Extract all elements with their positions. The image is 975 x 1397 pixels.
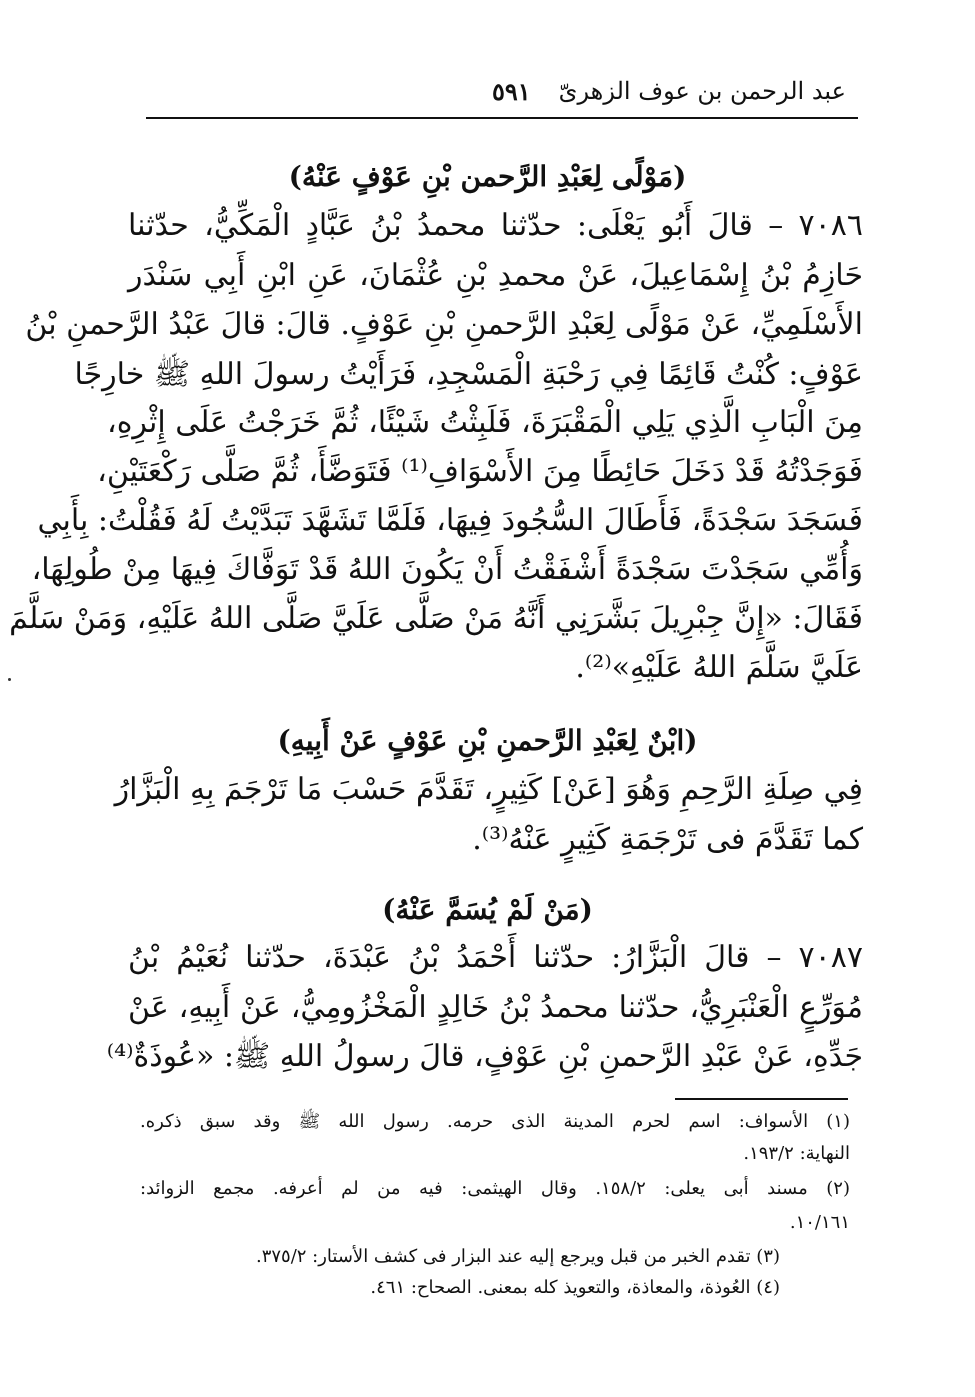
hadith-7086-line-5: مِنَ الْبَابِ الَّذِي يَلِي الْمَقْبَرَةَ، فَلَبِثْتُ شَيْئًا، ثُمَّ خَرَجْتُ عَلَى إِثْرِهِ، <box>107 405 863 440</box>
section-heading-unnamed: (مَنْ لَمْ يُسَمَّ عَنْهُ) <box>382 893 593 926</box>
margin-speck <box>8 678 11 681</box>
footnote-divider <box>675 1098 848 1100</box>
page-number: ٥٩١ <box>491 76 531 106</box>
hadith-7086-line-9: فَقَالَ: «إِنَّ جِبْرِيلَ بَشَّرَنِي أَنَّهُ مَنْ صَلَّى عَلَيَّ صَلَّى اللهُ عَلَيْهِ، وَمَنْ سَلَّمَ <box>9 601 863 636</box>
section-heading-mawla: (مَوْلًى لِعَبْدِ الرَّحمن بْنِ عَوْفٍ عَنْهُ) <box>288 160 687 193</box>
hadith-7087-line-1: ٧٠٨٧ – قالَ الْبَزَّارُ: حدّثنا أَحْمَدُ بْنُ عَبْدَةَ، حدّثنا نُعَيْمُ بْنُ <box>128 940 863 975</box>
hadith-7087-line-2: مُوَرِّعٍ الْعَنْبَرِيُّ، حدّثنا محمدُ بْنُ خَالِدٍ الْمَخْزُومِيُّ، عَنْ أَبِيهِ، عَنْ <box>128 990 863 1025</box>
hadith-7086-line-2: حَازِمُ بْنُ إِسْمَاعِيلَ، عَنْ محمدِ بْنِ عُثْمَانَ، عَنِ ابْنِ أَبِي سَنْدَر <box>128 258 863 293</box>
hadith-7086-line-3: الأَسْلَمِيِّ، عَنْ مَوْلًى لِعَبْدِ الرَّحمنِ بْنِ عَوْفٍ. قالَ: قالَ عَبْدُ الرَّحمنِ بْنُ <box>25 307 863 342</box>
footnote-2-cont: ١٠/١٦١. <box>789 1212 850 1233</box>
footnote-2: (٢) مسند أبى يعلى: ١٥٨/٢. وقال الهيثمى: فيه من لم أعرفه. مجمع الزوائد: <box>140 1178 850 1199</box>
footnote-4: (٤) العُوذة، والمعاذة، والتعويذ كله بمعنى. الصحاح: ٤٦١. <box>370 1277 780 1298</box>
hadith-7086-line-8: وَأُمِّي سَجَدْتَ سَجْدَةً أَشْفَقْتُ أَنْ يَكُونَ اللهُ قَدْ تَوَفَّاكَ فِيهَا مِنْ طُولِهَا، <box>31 552 863 587</box>
header-divider <box>146 117 858 119</box>
hadith-7086-line-7: فَسَجَدَ سَجْدَةً، فَأَطَالَ السُّجُودَ فِيهَا، فَلَمَّا تَشَهَّدَ تَبَدَّيْتُ لَهُ فَقُلْتُ: بِأَبِي <box>37 503 863 538</box>
hadith-7086-line-10: عَلَيَّ سَلَّمَ اللهُ عَلَيْهِ»⁽²⁾. <box>575 650 863 685</box>
hadith-7087-line-3: جَدِّهِ، عَنْ عَبْدِ الرَّحمنِ بْنِ عَوْفٍ، قالَ رسولُ اللهِ ﷺ: «عُوذَةٌ⁽⁴⁾ <box>106 1039 863 1074</box>
paragraph-2-line-1: فِي صِلَةِ الرَّحِمِ وَهُوَ [عَنْ] كَثِيرٍ، تَقَدَّمَ حَسْبَ مَا تَرْجَمَ بِهِ الْبَزَّارُ <box>114 772 863 807</box>
section-heading-ibn: (ابْنٌ لِعَبْدِ الرَّحمنِ بْنِ عَوْفٍ عَنْ أَبِيهِ) <box>277 724 698 757</box>
hadith-7086-line-6: فَوَجَدْتُهُ قَدْ دَخَلَ حَائِطًا مِنَ الأَسْوَافِ⁽¹⁾ فَتَوَضَّأَ، ثُمَّ صَلَّى رَكْعَتَيْنِ، <box>97 454 863 489</box>
footnote-3: (٣) تقدم الخبر من قبل ويرجع إليه عند البزار فى كشف الأستار: ٣٧٥/٢. <box>255 1246 780 1267</box>
paragraph-2-line-2: كما تَقَدَّمَ فى تَرْجَمَةِ كَثِيرٍ عَنْهُ⁽³⁾. <box>472 822 863 857</box>
footnote-1-cont: النهاية: ١٩٣/٢. <box>743 1143 850 1164</box>
running-header <box>146 66 846 116</box>
header-title: عبد الرحمن بن عوف الزهرىّ <box>558 77 846 105</box>
hadith-7086-line-4: عَوْفٍ: كُنْتُ قَائِمًا فِي رَحْبَةِ الْمَسْجِدِ، فَرَأَيْتُ رسولَ اللهِ ﷺ خارِجًا <box>74 357 863 392</box>
hadith-7086-line-1: ٧٠٨٦ – قالَ أَبُو يَعْلَى: حدّثنا محمدُ بْنُ عَبَّادٍ الْمَكِّيُّ، حدّثنا <box>128 208 863 243</box>
footnote-1: (١) الأسواف: اسم لحرم المدينة الذى حرمه. رسول الله ﷺ وقد سبق ذكره. <box>140 1111 850 1132</box>
